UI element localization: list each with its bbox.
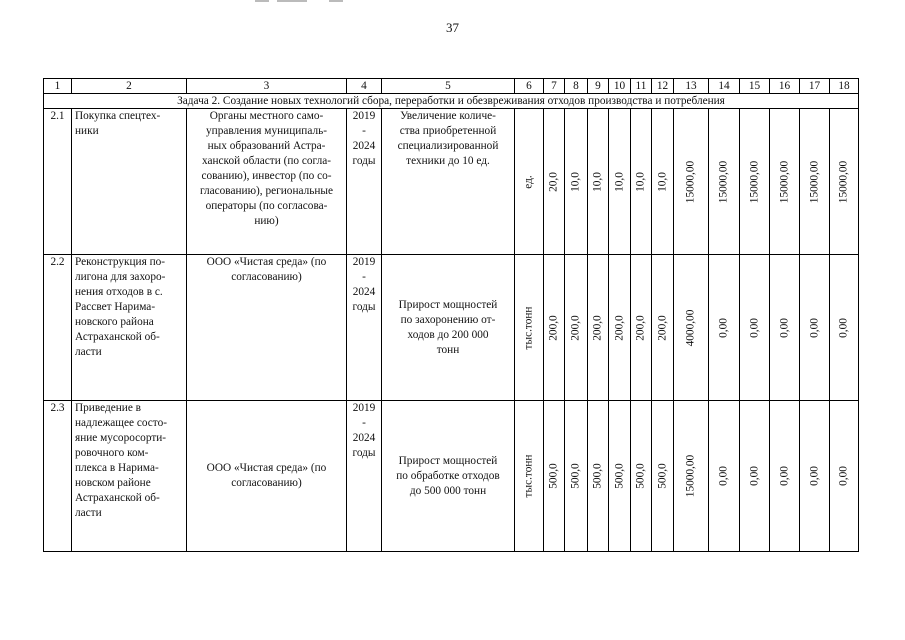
value: 10,0 bbox=[613, 171, 625, 192]
measure-name-line: новском районе bbox=[75, 477, 151, 489]
measure-name-line: ласти bbox=[75, 507, 102, 519]
executor-line: сованию), инвестор (по со- bbox=[201, 170, 332, 182]
value-cell bbox=[588, 109, 609, 255]
value-cell bbox=[770, 109, 800, 255]
value-cell bbox=[609, 109, 631, 255]
value-cell bbox=[709, 255, 740, 401]
unit: ед. bbox=[522, 174, 535, 189]
table-row bbox=[44, 109, 859, 255]
period bbox=[347, 401, 382, 552]
column-number: 15 bbox=[740, 79, 770, 94]
period bbox=[347, 255, 382, 401]
value-cell bbox=[652, 401, 674, 552]
result-line: Прирост мощностей bbox=[398, 454, 498, 467]
executor-line: ООО «Чистая среда» (по bbox=[206, 256, 327, 268]
value: 200,0 bbox=[547, 314, 560, 341]
value: 10,0 bbox=[656, 171, 668, 192]
result-line: по захоронению от- bbox=[400, 313, 496, 326]
value-cell bbox=[631, 109, 652, 255]
value: 500,0 bbox=[591, 463, 604, 489]
result-line: техники до 10 ед. bbox=[406, 155, 490, 167]
expected-result bbox=[382, 255, 515, 401]
column-number: 5 bbox=[382, 79, 515, 94]
executor-line: ООО «Чистая среда» (по bbox=[206, 462, 327, 474]
value-cell bbox=[709, 401, 740, 552]
value-cell bbox=[770, 255, 800, 401]
measure-name-line: ники bbox=[75, 125, 99, 137]
column-number: 13 bbox=[674, 79, 709, 94]
row-number: 2.3 bbox=[44, 401, 72, 552]
executor-line: согласованию) bbox=[231, 477, 302, 489]
value-cell bbox=[800, 109, 830, 255]
scan-artifact bbox=[255, 0, 345, 3]
executor bbox=[187, 401, 347, 552]
value-cell bbox=[565, 401, 588, 552]
column-number: 17 bbox=[800, 79, 830, 94]
row-number: 2.2 bbox=[44, 255, 72, 401]
value: 200,0 bbox=[613, 314, 625, 341]
column-number: 12 bbox=[652, 79, 674, 94]
measure-name bbox=[72, 401, 187, 552]
measure-name-line: надлежащее состо- bbox=[75, 417, 167, 429]
value-cell bbox=[544, 401, 565, 552]
row-number: 2.1 bbox=[44, 109, 72, 255]
column-number: 4 bbox=[347, 79, 382, 94]
value: 0,00 bbox=[778, 317, 790, 338]
result-line: тонн bbox=[436, 343, 460, 356]
executor-line: гласованию), региональные bbox=[199, 185, 334, 197]
value: 500,0 bbox=[613, 463, 625, 489]
value-cell bbox=[830, 401, 859, 552]
value: 4000,00 bbox=[684, 309, 697, 346]
unit-cell bbox=[515, 255, 544, 401]
value-cell bbox=[674, 401, 709, 552]
result-line: ходов до 200 000 bbox=[407, 328, 489, 341]
column-number: 16 bbox=[770, 79, 800, 94]
period-line: - bbox=[362, 271, 366, 283]
value-cell bbox=[609, 255, 631, 401]
column-number: 14 bbox=[709, 79, 740, 94]
value: 200,0 bbox=[591, 314, 604, 341]
value-cell bbox=[740, 109, 770, 255]
value-cell bbox=[631, 401, 652, 552]
value: 15000,00 bbox=[778, 160, 790, 203]
measure-name-line: Астраханской об- bbox=[75, 492, 160, 504]
value-cell bbox=[544, 109, 565, 255]
expected-result bbox=[382, 401, 515, 552]
value: 200,0 bbox=[634, 314, 647, 341]
executor-line: ханской области (по согла- bbox=[201, 155, 331, 167]
value-cell bbox=[800, 401, 830, 552]
value: 500,0 bbox=[569, 463, 582, 489]
value: 500,0 bbox=[547, 463, 560, 489]
period-line: - bbox=[362, 417, 366, 429]
measure-name-line: нения отходов в с. bbox=[75, 286, 163, 298]
period-line: 2024 bbox=[352, 140, 376, 152]
task-row bbox=[44, 94, 859, 109]
value: 15000,00 bbox=[684, 454, 697, 498]
value-cell bbox=[740, 401, 770, 552]
value-cell bbox=[830, 109, 859, 255]
column-number: 1 bbox=[44, 79, 72, 94]
period-line: 2019 bbox=[352, 110, 376, 122]
result-line: Увеличение количе- bbox=[400, 110, 496, 122]
measure-name-line: ровочного ком- bbox=[75, 447, 149, 459]
measure-name-line: лигона для захоро- bbox=[75, 271, 166, 283]
measure-name bbox=[72, 109, 187, 255]
value: 0,00 bbox=[778, 466, 790, 486]
column-number: 6 bbox=[515, 79, 544, 94]
page-number: 37 bbox=[446, 20, 459, 35]
value-cell bbox=[631, 255, 652, 401]
period bbox=[347, 109, 382, 255]
value: 200,0 bbox=[656, 314, 668, 341]
measure-name-line: Астраханской об- bbox=[75, 331, 160, 343]
value-cell bbox=[652, 255, 674, 401]
value-cell bbox=[565, 109, 588, 255]
column-number: 2 bbox=[72, 79, 187, 94]
column-number-row bbox=[44, 79, 859, 94]
period-line: - bbox=[362, 125, 366, 137]
value: 15000,00 bbox=[837, 160, 850, 203]
value-cell bbox=[830, 255, 859, 401]
value: 10,0 bbox=[569, 171, 582, 192]
executor-line: операторы (по согласова- bbox=[205, 200, 328, 212]
measure-name bbox=[72, 255, 187, 401]
measures-table bbox=[43, 78, 859, 552]
column-number: 11 bbox=[631, 79, 652, 94]
period-line: годы bbox=[352, 447, 376, 459]
value: 500,0 bbox=[656, 463, 668, 489]
column-number: 7 bbox=[544, 79, 565, 94]
value-cell bbox=[674, 255, 709, 401]
result-line: ства приобретенной bbox=[399, 125, 497, 137]
measure-name-line: Покупка спецтех- bbox=[75, 110, 161, 122]
value: 0,00 bbox=[837, 466, 850, 486]
value: 500,0 bbox=[634, 463, 647, 489]
value: 200,0 bbox=[569, 314, 582, 341]
value: 20,0 bbox=[547, 171, 560, 192]
period-line: годы bbox=[352, 155, 376, 167]
column-number: 3 bbox=[187, 79, 347, 94]
value: 15000,00 bbox=[808, 160, 820, 203]
executor-line: ных образований Астра- bbox=[207, 140, 326, 152]
value-cell bbox=[770, 401, 800, 552]
measure-name-line: новского района bbox=[75, 316, 154, 328]
value-cell bbox=[565, 255, 588, 401]
measure-name-line: яние мусоросорти- bbox=[75, 432, 167, 444]
measure-name-line: Реконструкция по- bbox=[75, 256, 166, 268]
table-row bbox=[44, 401, 859, 552]
column-number: 8 bbox=[565, 79, 588, 94]
value-cell bbox=[652, 109, 674, 255]
value: 0,00 bbox=[717, 317, 730, 338]
value: 15000,00 bbox=[684, 160, 697, 203]
value-cell bbox=[674, 109, 709, 255]
unit: тыс.тонн bbox=[522, 454, 535, 498]
unit: тыс.тонн bbox=[522, 306, 535, 349]
value-cell bbox=[609, 401, 631, 552]
value: 15000,00 bbox=[748, 160, 760, 203]
executor bbox=[187, 109, 347, 255]
value: 0,00 bbox=[717, 466, 730, 486]
value: 0,00 bbox=[808, 317, 820, 338]
unit-cell bbox=[515, 401, 544, 552]
executor bbox=[187, 255, 347, 401]
value: 0,00 bbox=[748, 317, 760, 338]
executor-line: нию) bbox=[254, 215, 279, 227]
executor-line: управления муниципаль- bbox=[206, 125, 327, 137]
period-line: 2019 bbox=[352, 402, 376, 414]
period-line: 2024 bbox=[352, 286, 376, 298]
expected-result bbox=[382, 109, 515, 255]
result-line: Прирост мощностей bbox=[398, 298, 498, 311]
measure-name-line: Рассвет Нарима- bbox=[75, 301, 156, 313]
unit-cell bbox=[515, 109, 544, 255]
value-cell bbox=[740, 255, 770, 401]
value: 15000,00 bbox=[717, 160, 730, 203]
column-number: 9 bbox=[588, 79, 609, 94]
measure-name-line: Приведение в bbox=[75, 402, 142, 414]
value-cell bbox=[709, 109, 740, 255]
value-cell bbox=[588, 401, 609, 552]
value-cell bbox=[800, 255, 830, 401]
value: 10,0 bbox=[634, 171, 647, 192]
value-cell bbox=[544, 255, 565, 401]
value: 10,0 bbox=[591, 171, 604, 192]
value: 0,00 bbox=[837, 317, 850, 338]
period-line: 2019 bbox=[352, 256, 376, 268]
measure-name-line: плекса в Нарима- bbox=[75, 462, 159, 474]
value-cell bbox=[588, 255, 609, 401]
table-row bbox=[44, 255, 859, 401]
period-line: годы bbox=[352, 301, 376, 313]
period-line: 2024 bbox=[352, 432, 376, 444]
task-title: Задача 2. Создание новых технологий сбора, переработки и обезвреживания отходов производства и потребления bbox=[44, 94, 859, 109]
column-number: 18 bbox=[830, 79, 859, 94]
result-line: по обработке отходов bbox=[396, 469, 500, 482]
column-number: 10 bbox=[609, 79, 631, 94]
result-line: до 500 000 тонн bbox=[409, 484, 487, 497]
executor-line: согласованию) bbox=[231, 271, 302, 283]
result-line: специализированной bbox=[397, 140, 499, 152]
value: 0,00 bbox=[808, 466, 820, 486]
measure-name-line: ласти bbox=[75, 346, 102, 358]
value: 0,00 bbox=[748, 466, 760, 486]
executor-line: Органы местного само- bbox=[209, 110, 324, 122]
